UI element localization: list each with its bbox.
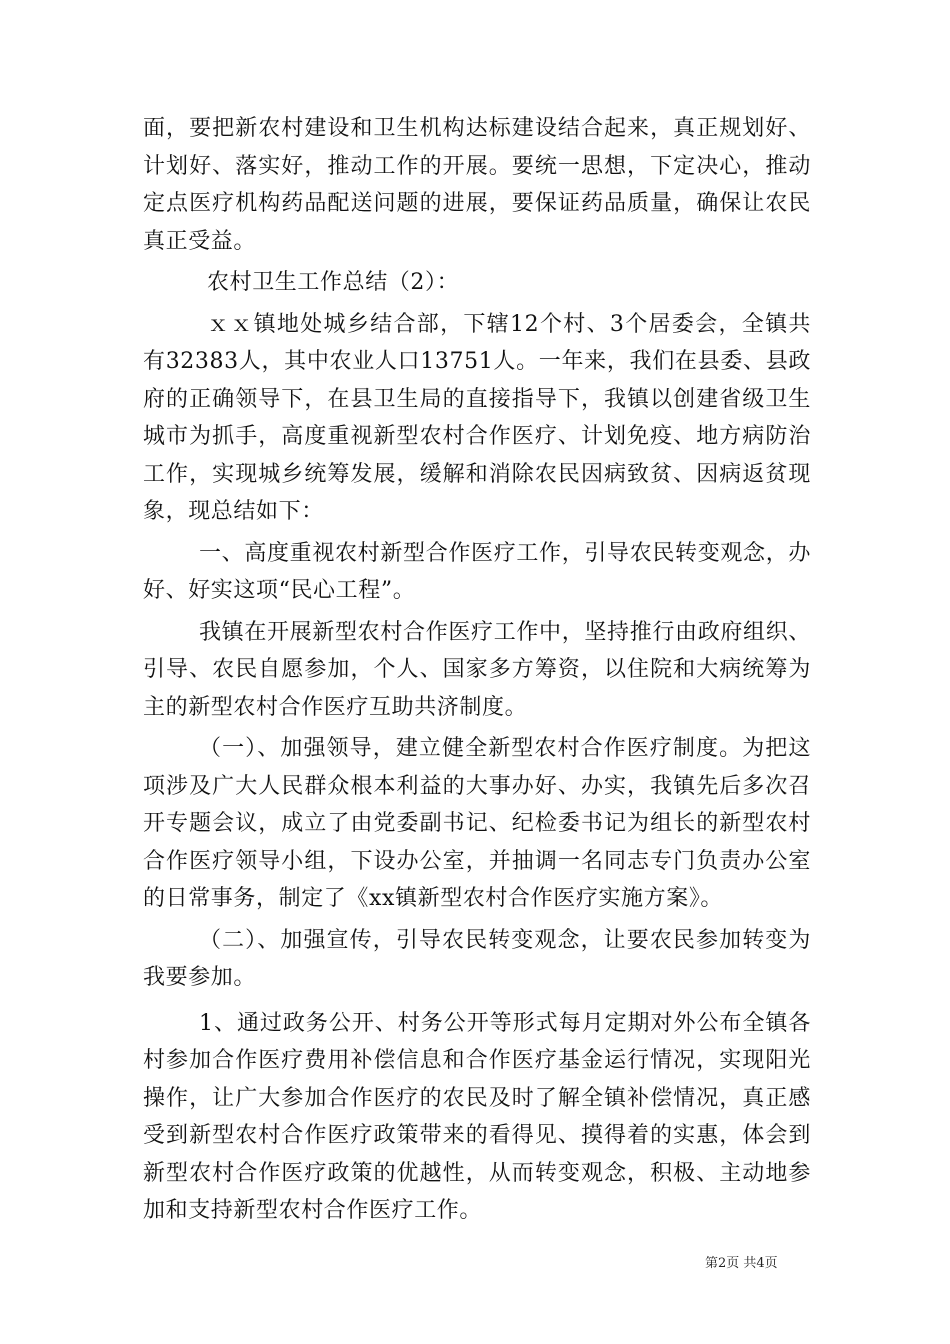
paragraph-policy: 我镇在开展新型农村合作医疗工作中，坚持推行由政府组织、引导、农民自愿参加，个人、国家多方筹资，以住院和大病统筹为主的新型农村合作医疗互助共济制度。	[143, 619, 811, 720]
paragraph-item-one: 1、通过政务公开、村务公开等形式每月定期对外公布全镇各村参加合作医疗费用补偿信息和合作医疗基金运行情况，实现阳光操作，让广大参加合作医疗的农民及时了解全镇补偿情况，真正感受到新型农村合作医疗政策带来的看得见、摸得着的实惠，体会到新型农村合作医疗政策的优越性，从而转变观念，积极、主动地参加和支持新型农村合作医疗工作。	[143, 1010, 811, 1223]
paragraph-intro: ｘｘ镇地处城乡结合部，下辖12个村、3个居委会，全镇共有32383人，其中农业人口13751人。一年来，我们在县委、县政府的正确领导下，在县卫生局的直接指导下，我镇以创建省级卫生城市为抓手，高度重视新型农村合作医疗、计划免疫、地方病防治工作，实现城乡统筹发展，缓解和消除农民因病致贫、因病返贫现象，现总结如下：	[143, 311, 811, 524]
page-number: 第2页 共4页	[705, 1256, 778, 1271]
paragraph-subpoint-two: （二）、加强宣传，引导农民转变观念，让要农民参加转变为我要参加。	[143, 927, 811, 990]
paragraph-subpoint-one: （一）、加强领导，建立健全新型农村合作医疗制度。为把这项涉及广大人民群众根本利益的大事办好、办实，我镇先后多次召开专题会议，成立了由党委副书记、纪检委书记为组长的新型农村合作医疗领导小组，下设办公室，并抽调一名同志专门负责办公室的日常事务，制定了《xx镇新型农村合作医疗实施方案》。	[143, 736, 811, 911]
paragraph-point-one: 一、高度重视农村新型合作医疗工作，引导农民转变观念，办好、好实这项“民心工程”。	[143, 540, 811, 603]
section-heading: 农村卫生工作总结（2）：	[207, 270, 460, 295]
paragraph-continuation: 面，要把新农村建设和卫生机构达标建设结合起来，真正规划好、计划好、落实好，推动工作的开展。要统一思想，下定决心，推动定点医疗机构药品配送问题的进展，要保证药品质量，确保让农民真正受益。	[143, 116, 811, 254]
document-body	[143, 110, 811, 1230]
